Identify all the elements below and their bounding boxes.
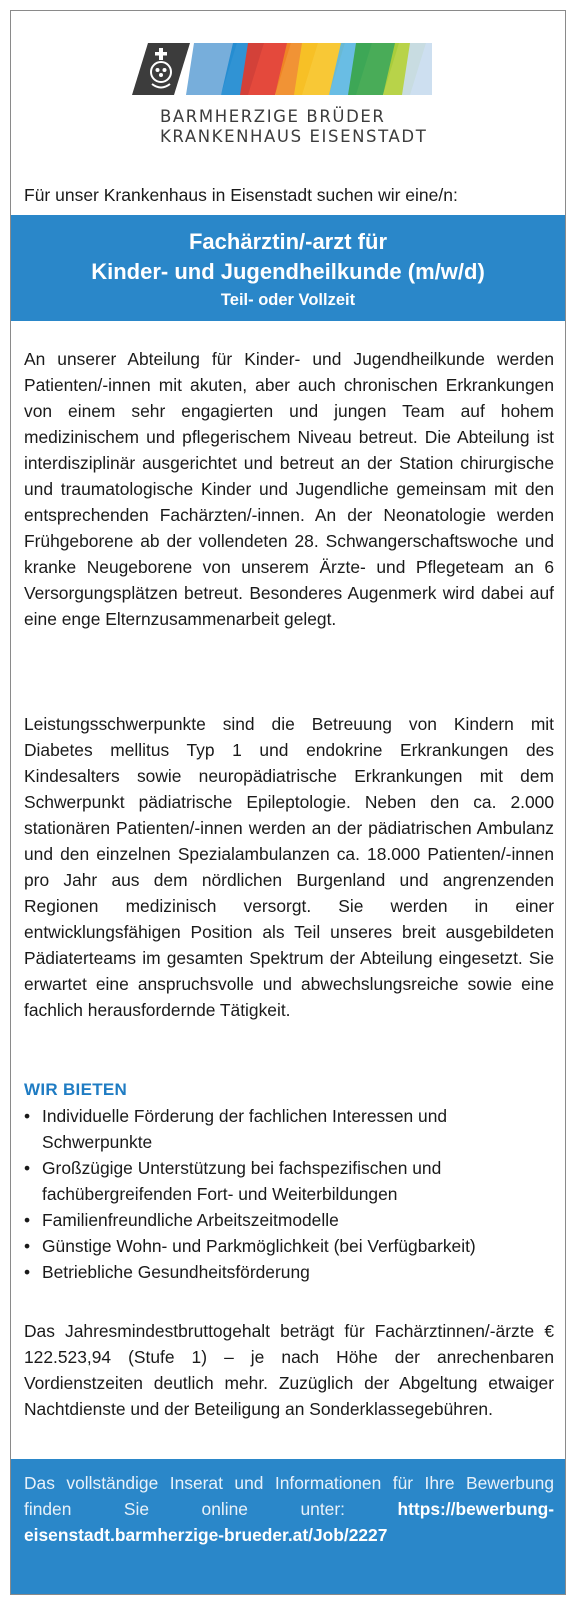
offer-text: Individuelle Förderung der fachlichen Interessen und Schwerpunkte — [42, 1106, 448, 1152]
logo-graphic — [132, 43, 432, 95]
offers-heading: WIR BIETEN — [24, 1080, 128, 1099]
footer-text — [24, 1470, 554, 1548]
offer-item — [24, 1103, 554, 1155]
offer-text: Familienfreundliche Arbeitszeitmodelle — [42, 1210, 339, 1230]
job-ad — [10, 10, 566, 1595]
logo-stripes — [186, 43, 432, 95]
job-title-line1: Fachärztin/-arzt für — [188, 229, 388, 254]
logo-subname: KRANKENHAUS EISENSTADT — [160, 127, 428, 146]
bullet: • — [24, 1106, 31, 1126]
offer-item — [24, 1259, 554, 1285]
job-subtitle: Teil- oder Vollzeit — [220, 291, 356, 309]
title-band — [11, 215, 565, 321]
logo-name: BARMHERZIGE BRÜDER — [160, 107, 386, 126]
focus-paragraph: Leistungsschwerpunkte sind die Betreuung von Kindern mit Diabetes mellitus Typ 1 und endokrine Erkrankungen des Kindesalters sowie neuropädiatrische Erkrankungen mit dem Schwerpunkt pädiatrische Epileptologie. Neben den ca. 2.000 stationären Patienten/-innen werden an der pädiatrischen Ambulanz und den einzelnen Spezialambulanzen ca. 18.000 Patienten/-innen pro Jahr aus dem nördlichen Burgenland und angrenzenden Regionen medizinisch versorgt. Sie werden in einer entwicklungsfähigen Position als Teil unseres breit ausgebildeten Pädiaterteams im gesamten Spektrum der Abteilung eingesetzt. Sie erwartet eine anspruchsvolle und abwechslungsreiche sowie eine fachlich herausfordernde Tätigkeit. — [24, 714, 554, 1020]
logo — [11, 11, 565, 171]
offers-list — [24, 1103, 554, 1285]
job-title-line2: Kinder- und Jugendheilkunde (m/w/d) — [91, 259, 485, 284]
intro-text: Für unser Krankenhaus in Eisenstadt suchen wir eine/n: — [24, 185, 458, 205]
offer-item — [24, 1207, 554, 1233]
application-link[interactable]: https://bewerbung-eisenstadt.barmherzige-brueder.at/Job/2227 — [24, 1499, 554, 1545]
offer-item — [24, 1233, 554, 1259]
bullet: • — [24, 1262, 31, 1282]
bullet: • — [24, 1158, 31, 1178]
offer-text: Großzügige Unterstützung bei fachspezifischen und fachübergreifenden Fort- und Weiterbildungen — [42, 1158, 442, 1204]
footer-info: Das vollständige Inserat und Informationen für Ihre Bewerbung finden Sie online unter: — [24, 1473, 554, 1519]
department-paragraph: An unserer Abteilung für Kinder- und Jugendheilkunde werden Patienten/-innen mit akuten, aber auch chronischen Erkrankungen von einem sehr engagierten und jungen Team auf hohem medizinischem und pflegerischem Niveau betreut. Die Abteilung ist interdisziplinär ausgerichtet und betreut an der Station chirurgische und traumatologische Kinder und Jugendliche gemeinsam mit den entsprechenden Fachärzten/-innen. An der Neonatologie werden Frühgeborene ab der vollendeten 28. Schwangerschaftswoche und kranke Neugeborene von unserem Ärzte- und Pflegeteam an 6 Versorgungsplätzen betreut. Besonderes Augenmerk wird dabei auf eine enge Elternzusammenarbeit gelegt. — [24, 349, 554, 629]
offer-text: Günstige Wohn- und Parkmöglichkeit (bei Verfügbarkeit) — [42, 1236, 476, 1256]
footer-band — [11, 1459, 565, 1595]
bullet: • — [24, 1210, 31, 1230]
offer-item — [24, 1155, 554, 1207]
salary-paragraph: Das Jahresmindestbruttogehalt beträgt für Fachärztinnen/-ärzte € 122.523,94 (Stufe 1) – je nach Höhe der anrechenbaren Vordienstzeiten deutlich mehr. Zuzüglich der Abgeltung etwaiger Nachtdienste und der Beteiligung an Sonderklassegebühren. — [24, 1321, 554, 1419]
bullet: • — [24, 1236, 31, 1256]
offer-text: Betriebliche Gesundheitsförderung — [42, 1262, 310, 1282]
